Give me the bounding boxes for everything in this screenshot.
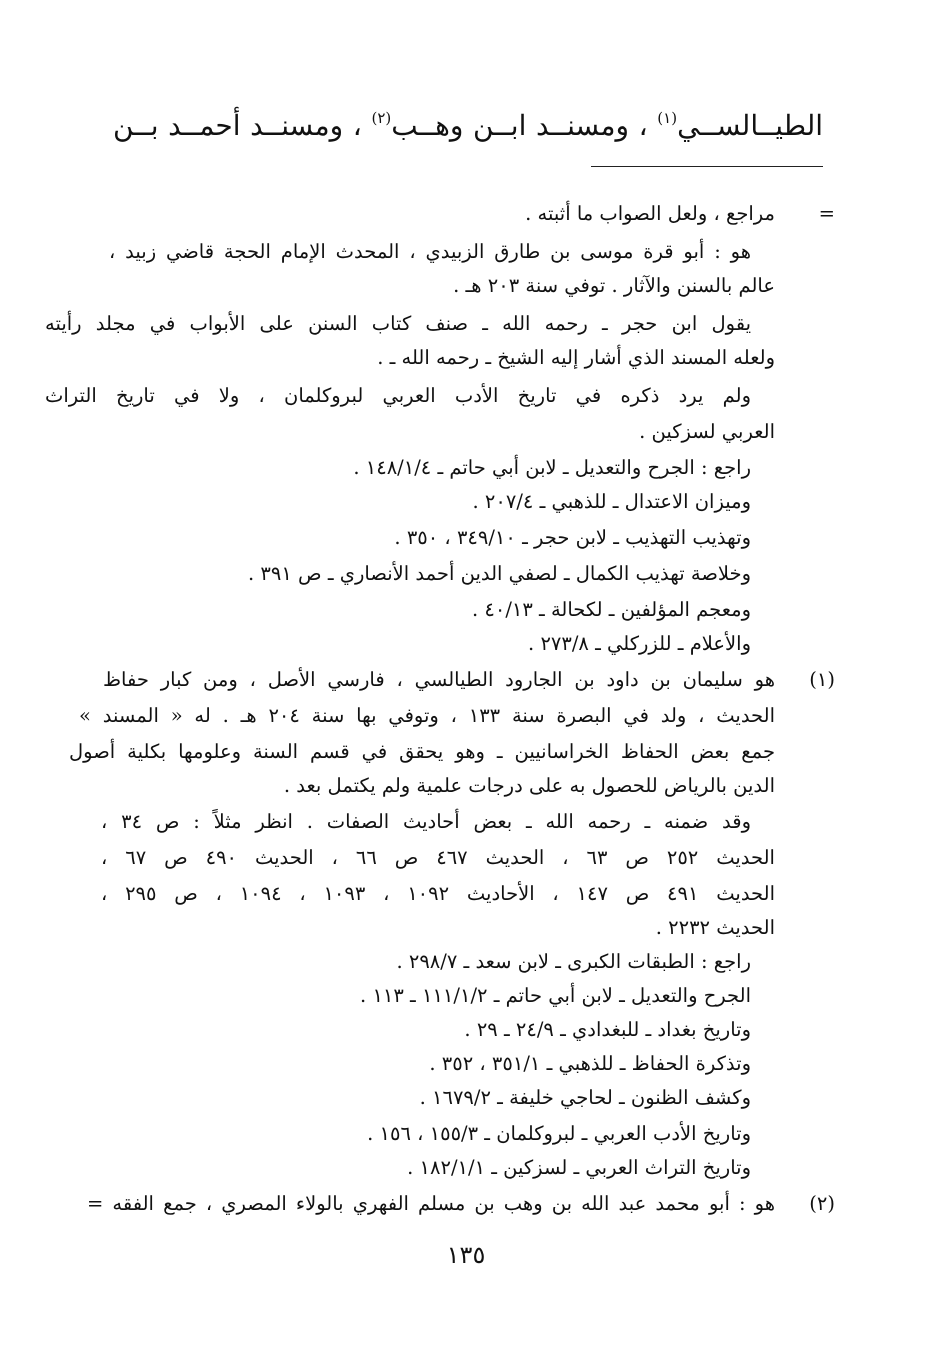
footnote-marker-1: (١) xyxy=(809,668,835,691)
footnote-ref-2: (٢) xyxy=(371,109,392,127)
footnote-line: هو سليمان بن داود بن الجارود الطيالسي ، فارسي الأصل ، ومن كبار حفاظ xyxy=(103,668,775,691)
footnote-line: عالم بالسنن والآثار . توفي سنة ٢٠٣ هـ . xyxy=(453,274,775,297)
footnote-line: يقول ابن حجر ـ رحمه الله ـ صنف كتاب السنن على الأبواب في مجلد رأيته xyxy=(45,312,751,335)
footnote-line: الحديث ، ولد في البصرة سنة ١٣٣ ، وتوفي بها سنة ٢٠٤ هـ . له « المسند » xyxy=(79,704,775,727)
footnote-line: مراجع ، ولعل الصواب ما أثبته . xyxy=(525,202,775,225)
page-number: ١٣٥ xyxy=(446,1241,486,1269)
footnote-line: هو : أبو محمد عبد الله بن وهب بن مسلم الفهري بالولاء المصري ، جمع الفقه = xyxy=(87,1192,775,1215)
footnote-marker-2: (٢) xyxy=(809,1192,835,1215)
footnote-line: وخلاصة تهذيب الكمال ـ لصفي الدين أحمد الأنصاري ـ ص ٣٩١ . xyxy=(248,562,751,585)
footnote-line: ومعجم المؤلفين ـ لكحالة ـ ٤٠/١٣ . xyxy=(471,598,751,621)
footnote-line: وكشف الظنون ـ لحاجي خليفة ـ ١٦٧٩/٢ . xyxy=(419,1086,751,1109)
footnote-line: الحديث ٢٢٣٢ . xyxy=(655,916,775,939)
footnote-line: الجرح والتعديل ـ لابن أبي حاتم ـ ١١١/١/٢ ـ ١١٣ . xyxy=(360,984,751,1007)
footnote-line: الحديث ٤٩١ ص ١٤٧ ، الأحاديث ١٠٩٢ ، ١٠٩٣ ، ١٠٩٤ ، ص ٢٩٥ ، xyxy=(101,882,775,905)
main-text-segment: الطيــالســي xyxy=(677,109,823,142)
footnote-line: وميزان الاعتدال ـ للذهبي ـ ٢٠٧/٤ . xyxy=(472,490,751,513)
footnote-line: وتاريخ الأدب العربي ـ لبروكلمان ـ ١٥٥/٣ ، ١٥٦ . xyxy=(367,1122,751,1145)
main-text-segment: ، ومسنــد أحمــد بــن xyxy=(113,109,372,142)
footnote-line: راجع : الجرح والتعديل ـ لابن أبي حاتم ـ ١٤٨/١/٤ . xyxy=(353,456,751,479)
main-text-line xyxy=(113,106,823,146)
footnote-ref-1: (١) xyxy=(657,109,678,127)
footnote-line: الحديث ٢٥٢ ص ٦٣ ، الحديث ٤٦٧ ص ٦٦ ، الحديث ٤٩٠ ص ٦٧ ، xyxy=(101,846,775,869)
footnote-line: وتاريخ التراث العربي ـ لسزكين ـ ١٨٢/١/١ . xyxy=(407,1156,751,1179)
footnote-line: هو : أبو قرة موسى بن طارق الزبيدي ، المحدث الإمام الحجة قاضي زبيد ، xyxy=(109,240,751,263)
footnote-line: وتهذيب التهذيب ـ لابن حجر ـ ٣٤٩/١٠ ، ٣٥٠ . xyxy=(394,526,751,549)
footnote-line: ولم يرد ذكره في تاريخ الأدب العربي لبروكلمان ، ولا في تاريخ التراث xyxy=(45,384,751,407)
footnote-line: وتاريخ بغداد ـ للبغدادي ـ ٢٤/٩ ـ ٢٩ . xyxy=(464,1018,751,1041)
footnote-line: والأعلام ـ للزركلي ـ ٢٧٣/٨ . xyxy=(528,632,751,655)
footnote-line: وقد ضمنه ـ رحمه الله ـ بعض أحاديث الصفات . انظر مثلاً : ص ٣٤ ، xyxy=(101,810,751,833)
footnote-line: ولعله المسند الذي أشار إليه الشيخ ـ رحمه الله ـ . xyxy=(377,346,775,369)
main-text-segment: ، ومسنــد ابــن وهــب xyxy=(391,109,658,142)
footnote-line: الدين بالرياض للحصول به على درجات علمية ولم يكتمل بعد . xyxy=(283,774,775,797)
footnote-line: وتذكرة الحفاظ ـ للذهبي ـ ٣٥١/١ ، ٣٥٢ . xyxy=(429,1052,751,1075)
continuation-mark: = xyxy=(818,202,835,225)
footnote-line: جمع بعض الحفاظ الخراسانيين ـ وهو يحقق في قسم السنة وعلومها بكلية أصول xyxy=(69,740,775,763)
footnote-separator xyxy=(591,166,823,167)
footnote-line: راجع : الطبقات الكبرى ـ لابن سعد ـ ٢٩٨/٧ . xyxy=(396,950,751,973)
footnote-line: العربي لسزكين . xyxy=(639,420,775,443)
